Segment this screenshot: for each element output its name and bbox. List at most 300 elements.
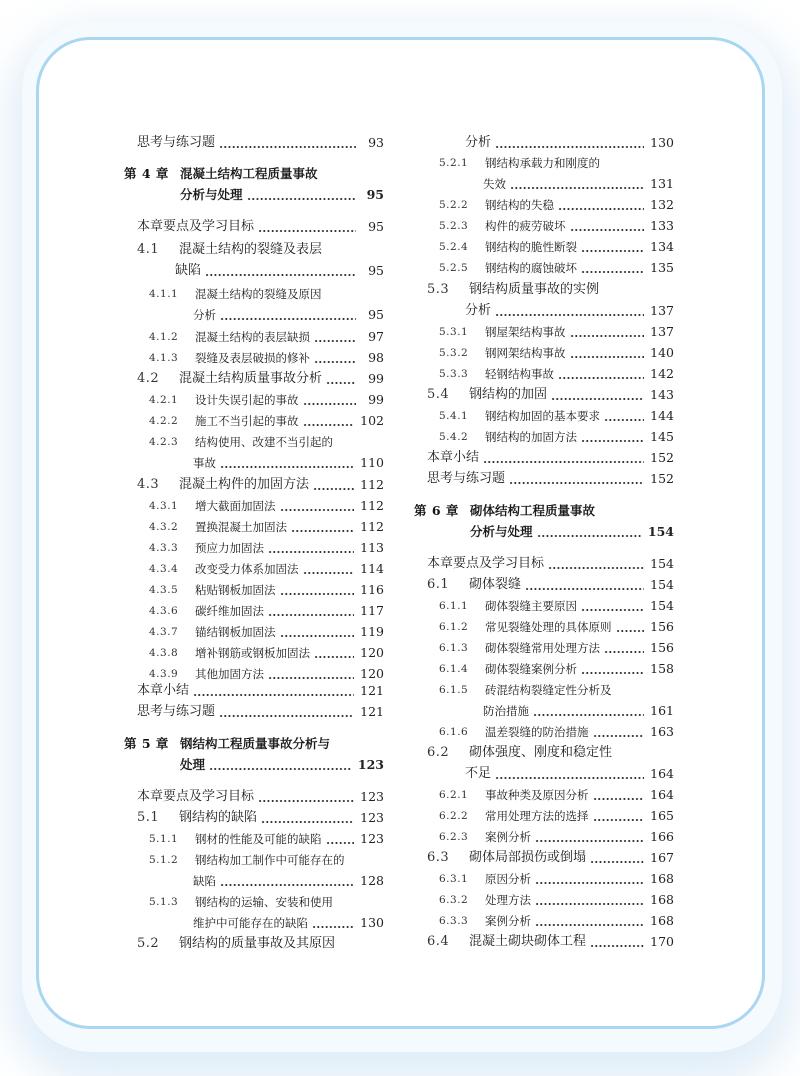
toc-title: 钢材的性能及可能的缺陷	[195, 832, 322, 846]
toc-page-number: 123	[360, 789, 384, 804]
toc-title: 钢结构质量事故的实例	[469, 282, 600, 297]
toc-page-number: 97	[368, 329, 384, 344]
toc-section	[137, 475, 384, 495]
toc-subsection	[149, 850, 345, 870]
dot-leader	[535, 827, 644, 847]
toc-page-number: 170	[650, 934, 674, 949]
toc-page-number: 132	[650, 197, 674, 212]
toc-number: 4.3.2	[149, 521, 179, 533]
toc-number: 6.2.2	[439, 810, 469, 822]
dot-leader	[548, 554, 644, 574]
toc-section	[427, 385, 674, 405]
toc-number: 5.2.4	[439, 241, 469, 253]
toc-page-number: 128	[360, 873, 384, 888]
toc-title: 施工不当引起的事故	[195, 414, 299, 428]
toc-page-number: 156	[650, 619, 674, 634]
toc-entry	[137, 133, 384, 153]
toc-subsection	[149, 643, 384, 663]
toc-page-number: 168	[650, 892, 674, 907]
dot-leader	[581, 427, 644, 447]
toc-page-number: 135	[650, 260, 674, 275]
dot-leader	[303, 559, 355, 579]
toc-number: 6.1.3	[439, 642, 469, 654]
toc-title: 增补钢筋或钢板加固法	[195, 646, 310, 660]
toc-subsection-cont	[483, 701, 674, 721]
toc-page-number: 93	[368, 135, 384, 150]
toc-title: 砌体结构工程质量事故	[470, 503, 596, 518]
toc-page-number: 102	[360, 413, 384, 428]
toc-subsection	[439, 322, 674, 342]
toc-page-number: 119	[360, 624, 384, 639]
dot-leader	[495, 133, 644, 153]
toc-section-cont	[175, 261, 384, 281]
toc-page-number: 158	[650, 661, 674, 676]
toc-number: 6.3.1	[439, 873, 469, 885]
toc-subsection	[439, 153, 600, 173]
dot-leader	[326, 829, 355, 849]
toc-title: 处理方法	[485, 893, 531, 907]
toc-page-number: 134	[650, 239, 674, 254]
toc-subsection	[149, 580, 384, 600]
toc-chapter-heading-cont	[180, 185, 384, 205]
toc-subsection	[439, 827, 674, 847]
dot-leader	[570, 322, 645, 342]
toc-subsection	[149, 601, 384, 621]
toc-title: 分析与处理	[180, 187, 243, 202]
toc-title: 事故种类及原因分析	[485, 788, 589, 802]
toc-page-number: 161	[650, 703, 674, 718]
toc-page-number: 154	[647, 524, 674, 539]
toc-section	[137, 369, 384, 389]
toc-subsection	[149, 622, 384, 642]
toc-number: 4.1.2	[149, 331, 179, 343]
dot-leader	[220, 453, 354, 473]
toc-title: 缺陷	[175, 263, 202, 278]
dot-leader	[313, 475, 354, 495]
dot-leader	[495, 301, 644, 321]
toc-page-number: 95	[368, 263, 384, 278]
toc-number: 6.1.5	[439, 684, 469, 696]
dot-leader	[220, 305, 356, 325]
toc-subsection	[439, 406, 674, 426]
toc-title: 常用处理方法的选择	[485, 809, 589, 823]
toc-title: 钢结构的加固	[469, 387, 548, 402]
toc-subsection	[149, 496, 384, 516]
toc-number: 5.1.1	[149, 833, 179, 845]
toc-page-number: 110	[360, 455, 384, 470]
dot-leader	[258, 787, 354, 807]
dot-leader	[616, 617, 645, 637]
dot-leader	[581, 237, 644, 257]
toc-page-number: 112	[360, 519, 384, 534]
toc-title: 分析与处理	[470, 524, 533, 539]
toc-section-cont	[465, 301, 674, 321]
toc-number: 5.4.2	[439, 431, 469, 443]
toc-page-number: 121	[360, 683, 384, 698]
dot-leader	[535, 869, 644, 889]
toc-entry	[137, 702, 384, 722]
toc-title: 分析	[465, 303, 492, 318]
dot-leader	[220, 871, 354, 891]
toc-title: 本章要点及学习目标	[427, 556, 545, 571]
toc-subsection	[149, 411, 384, 431]
dot-leader	[533, 701, 644, 721]
toc-title: 分析	[193, 308, 216, 322]
toc-number: 6.1.6	[439, 726, 469, 738]
toc-page-number: 99	[368, 371, 384, 386]
toc-title: 改变受力体系加固法	[195, 562, 299, 576]
toc-entry	[137, 787, 384, 807]
toc-section	[137, 808, 384, 828]
toc-page-number: 123	[357, 757, 384, 772]
toc-subsection	[439, 596, 674, 616]
toc-number: 4.2.2	[149, 415, 179, 427]
toc-number: 6.1.1	[439, 600, 469, 612]
toc-page-number: 121	[360, 704, 384, 719]
dot-leader	[303, 411, 355, 431]
toc-page-number: 112	[360, 477, 384, 492]
toc-subsection	[439, 364, 674, 384]
toc-number: 5.2	[137, 936, 160, 951]
toc-page-number: 145	[650, 429, 674, 444]
toc-number: 第 5 章	[124, 736, 169, 751]
toc-number: 6.2	[427, 745, 450, 760]
dot-leader	[258, 217, 356, 237]
dot-leader	[193, 681, 354, 701]
toc-subsection	[149, 517, 384, 537]
toc-title: 本章要点及学习目标	[137, 789, 255, 804]
toc-title: 温差裂缝的防治措施	[485, 725, 589, 739]
toc-page-number: 152	[650, 471, 674, 486]
toc-page-number: 143	[650, 387, 674, 402]
toc-title: 处理	[180, 757, 206, 772]
toc-title: 混凝土结构的表层缺损	[195, 330, 310, 344]
toc-number: 5.2.1	[439, 157, 469, 169]
toc-title: 本章小结	[137, 683, 190, 698]
toc-number: 4.3.7	[149, 626, 179, 638]
toc-title: 砌体裂缝	[469, 577, 522, 592]
toc-page-number: 152	[650, 450, 674, 465]
toc-number: 4.3.5	[149, 584, 179, 596]
toc-title: 钢结构加固的基本要求	[485, 409, 600, 423]
toc-number: 5.3.1	[439, 326, 469, 338]
dot-leader	[268, 601, 354, 621]
toc-page-number: 130	[360, 915, 384, 930]
toc-page-number: 95	[366, 187, 384, 202]
toc-title: 轻钢结构事故	[485, 367, 554, 381]
toc-subsection	[439, 343, 674, 363]
toc-subsection	[439, 680, 612, 700]
dot-leader	[551, 385, 644, 405]
dot-leader	[535, 911, 644, 931]
toc-page-number: 168	[650, 913, 674, 928]
toc-page-number: 120	[360, 645, 384, 660]
toc-page-number: 131	[650, 176, 674, 191]
dot-leader	[314, 348, 356, 368]
toc-number: 4.2.3	[149, 436, 179, 448]
dot-leader	[483, 448, 644, 468]
dot-leader	[291, 517, 354, 537]
toc-title: 预应力加固法	[195, 541, 264, 555]
toc-section	[427, 932, 674, 952]
dot-leader	[268, 538, 354, 558]
dot-leader	[219, 133, 356, 153]
toc-title: 其他加固方法	[195, 667, 264, 681]
dot-leader	[261, 808, 354, 828]
toc-title: 设计失误引起的事故	[195, 393, 299, 407]
dot-leader	[280, 622, 355, 642]
toc-page-number: 133	[650, 218, 674, 233]
toc-title: 混凝土砌块砌体工程	[469, 934, 587, 949]
toc-page-number: 116	[360, 582, 384, 597]
toc-page-number: 95	[368, 219, 384, 234]
toc-title: 裂缝及表层破损的修补	[195, 351, 310, 365]
dot-leader	[303, 390, 357, 410]
toc-number: 4.3.3	[149, 542, 179, 554]
toc-entry	[137, 681, 384, 701]
toc-title: 不足	[465, 766, 492, 781]
toc-title: 钢结构的运输、安装和使用	[195, 895, 333, 909]
toc-subsection	[439, 195, 674, 215]
toc-title: 构件的疲劳破坏	[485, 219, 566, 233]
dot-leader	[312, 913, 354, 933]
toc-page-number: 123	[360, 831, 384, 846]
toc-subsection	[149, 559, 384, 579]
toc-title: 钢结构加工制作中可能存在的	[195, 853, 345, 867]
toc-title: 钢结构的质量事故及其原因	[179, 936, 336, 951]
toc-number: 第 6 章	[414, 503, 459, 518]
toc-number: 4.3.8	[149, 647, 179, 659]
toc-title: 砌体裂缝案例分析	[485, 662, 577, 676]
toc-page-number: 144	[650, 408, 674, 423]
toc-page-number: 168	[650, 871, 674, 886]
toc-page-number: 137	[650, 303, 674, 318]
dot-leader	[314, 643, 354, 663]
toc-title: 钢结构的脆性断裂	[485, 240, 577, 254]
toc-number: 4.3	[137, 477, 160, 492]
toc-section	[137, 934, 335, 954]
dot-leader	[593, 806, 645, 826]
toc-title: 钢屋架结构事故	[485, 325, 566, 339]
toc-title: 本章要点及学习目标	[137, 219, 255, 234]
toc-title: 事故	[193, 456, 216, 470]
toc-chapter-heading-cont	[470, 522, 674, 542]
toc-title: 混凝土结构质量事故分析	[179, 371, 323, 386]
toc-title: 思考与练习题	[137, 704, 216, 719]
dot-leader	[590, 848, 644, 868]
toc-subsection	[439, 785, 674, 805]
toc-page-number: 156	[650, 640, 674, 655]
toc-chapter-heading	[124, 164, 318, 184]
toc-subsection	[439, 427, 674, 447]
dot-leader	[537, 522, 642, 542]
toc-subsection	[439, 806, 674, 826]
toc-page-number: 117	[360, 603, 384, 618]
toc-title: 钢结构工程质量事故分析与	[180, 736, 331, 751]
toc-subsection	[439, 216, 674, 236]
toc-number: 6.2.1	[439, 789, 469, 801]
toc-page-number: 112	[360, 498, 384, 513]
dot-leader	[604, 406, 644, 426]
toc-title: 失效	[483, 177, 506, 191]
toc-title: 缺陷	[193, 874, 216, 888]
dot-leader	[604, 638, 644, 658]
toc-number: 4.2	[137, 371, 160, 386]
toc-subsection	[149, 327, 384, 347]
toc-page-number: 130	[650, 135, 674, 150]
toc-page-number: 154	[650, 598, 674, 613]
dot-leader	[558, 364, 644, 384]
toc-title: 砌体局部损伤或倒塌	[469, 850, 587, 865]
toc-subsection	[149, 284, 322, 304]
toc-number: 6.1	[427, 577, 450, 592]
toc-section-cont	[465, 764, 674, 784]
dot-leader	[570, 216, 645, 236]
toc-page-number: 154	[650, 556, 674, 571]
toc-title: 混凝土结构工程质量事故	[180, 166, 318, 181]
toc-chapter-heading-cont	[180, 755, 384, 775]
toc-chapter-heading	[124, 734, 330, 754]
toc-number: 5.2.2	[439, 199, 469, 211]
toc-title: 增大截面加固法	[195, 499, 276, 513]
toc-number: 第 4 章	[124, 166, 169, 181]
toc-subsection	[149, 390, 384, 410]
dot-leader	[247, 185, 356, 205]
toc-number: 4.2.1	[149, 394, 179, 406]
toc-subsection-cont	[193, 305, 384, 325]
toc-page-number: 137	[650, 324, 674, 339]
toc-title: 混凝土结构的裂缝及表层	[179, 242, 323, 257]
dot-leader	[570, 343, 645, 363]
toc-number: 4.3.4	[149, 563, 179, 575]
toc-page-number: 142	[650, 366, 674, 381]
toc-number: 6.1.2	[439, 621, 469, 633]
toc-title: 防治措施	[483, 704, 529, 718]
toc-subsection	[439, 911, 674, 931]
toc-number: 5.1.2	[149, 854, 179, 866]
toc-number: 6.3.3	[439, 915, 469, 927]
toc-section	[427, 848, 674, 868]
toc-title: 碳纤维加固法	[195, 604, 264, 618]
toc-title: 混凝土结构的裂缝及原因	[195, 287, 322, 301]
toc-subsection	[439, 869, 674, 889]
toc-chapter-heading	[414, 501, 595, 521]
toc-number: 5.4.1	[439, 410, 469, 422]
toc-section	[137, 240, 322, 260]
toc-subsection	[439, 617, 674, 637]
dot-leader	[593, 785, 645, 805]
toc-page-number: 164	[650, 766, 674, 781]
toc-title: 本章小结	[427, 450, 480, 465]
toc-title: 分析	[465, 135, 492, 150]
toc-title: 原因分析	[485, 872, 531, 886]
toc-entry	[427, 469, 674, 489]
toc-number: 4.1.3	[149, 352, 179, 364]
toc-title: 砖混结构裂缝定性分析及	[485, 683, 612, 697]
toc-title: 维护中可能存在的缺陷	[193, 916, 308, 930]
toc-title: 砌体裂缝主要原因	[485, 599, 577, 613]
toc-page-number: 113	[360, 540, 384, 555]
toc-number: 4.3.6	[149, 605, 179, 617]
toc-title: 思考与练习题	[137, 135, 216, 150]
toc-number: 5.3	[427, 282, 450, 297]
toc-title: 钢结构承载力和刚度的	[485, 156, 600, 170]
toc-title: 钢网架结构事故	[485, 346, 566, 360]
toc-number: 6.3	[427, 850, 450, 865]
toc-title: 案例分析	[485, 830, 531, 844]
toc-subsection	[149, 538, 384, 558]
toc-title: 混凝土构件的加固方法	[179, 477, 310, 492]
dot-leader	[590, 932, 644, 952]
toc-subsection	[149, 348, 384, 368]
toc-number: 6.1.4	[439, 663, 469, 675]
toc-entry	[427, 448, 674, 468]
toc-subsection-cont	[193, 453, 384, 473]
toc-subsection	[439, 890, 674, 910]
toc-subsection	[439, 722, 674, 742]
dot-leader	[209, 755, 352, 775]
toc-page-number: 140	[650, 345, 674, 360]
toc-title: 常见裂缝处理的具体原则	[485, 620, 612, 634]
toc-number: 6.2.3	[439, 831, 469, 843]
toc-title: 案例分析	[485, 914, 531, 928]
toc-number: 6.4	[427, 934, 450, 949]
toc-title: 砌体强度、刚度和稳定性	[469, 745, 613, 760]
toc-title: 砌体裂缝常用处理方法	[485, 641, 600, 655]
toc-number: 5.4	[427, 387, 450, 402]
toc-subsection	[439, 638, 674, 658]
toc-title: 钢结构的腐蚀破坏	[485, 261, 577, 275]
dot-leader	[509, 469, 644, 489]
dot-leader	[314, 327, 356, 347]
toc-entry	[137, 217, 384, 237]
dot-leader	[581, 596, 644, 616]
dot-leader	[280, 496, 355, 516]
toc-page-number: 163	[650, 724, 674, 739]
toc-title: 钢结构的加固方法	[485, 430, 577, 444]
toc-subsection-cont	[193, 913, 384, 933]
toc-section-cont	[465, 133, 674, 153]
toc-subsection-cont	[193, 871, 384, 891]
toc-subsection	[149, 829, 384, 849]
toc-subsection-cont	[483, 174, 674, 194]
toc-page-number: 123	[360, 810, 384, 825]
toc-page-number: 114	[360, 561, 384, 576]
toc-number: 5.2.5	[439, 262, 469, 274]
toc-number: 5.3.2	[439, 347, 469, 359]
toc-title: 结构使用、改建不当引起的	[195, 435, 333, 449]
toc-number: 6.3.2	[439, 894, 469, 906]
toc-title: 钢结构的缺陷	[179, 810, 258, 825]
toc-page-number: 154	[650, 577, 674, 592]
toc-title: 粘贴钢板加固法	[195, 583, 276, 597]
toc-subsection	[149, 432, 333, 452]
dot-leader	[495, 764, 644, 784]
toc-number: 5.1	[137, 810, 160, 825]
dot-leader	[326, 369, 356, 389]
toc-number: 5.1.3	[149, 896, 179, 908]
toc-subsection	[149, 892, 333, 912]
dot-leader	[535, 890, 644, 910]
toc-entry	[427, 554, 674, 574]
toc-number: 4.1.1	[149, 288, 179, 300]
toc-number: 4.3.1	[149, 500, 179, 512]
toc-subsection	[439, 258, 674, 278]
dot-leader	[525, 575, 644, 595]
toc-page-number: 120	[360, 666, 384, 681]
dot-leader	[581, 258, 644, 278]
toc-page-number: 98	[368, 350, 384, 365]
